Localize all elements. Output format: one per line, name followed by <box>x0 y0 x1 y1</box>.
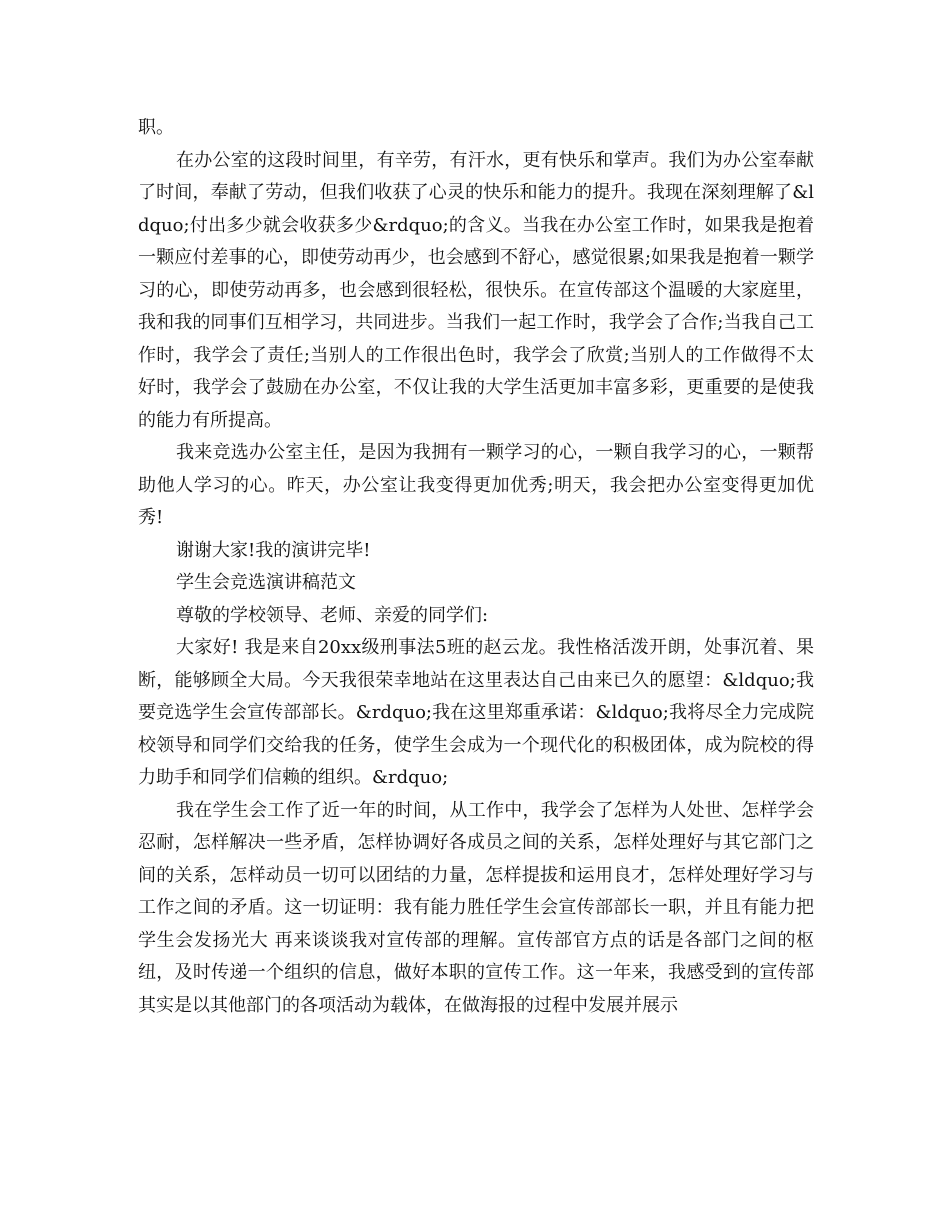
paragraph: 职。 <box>138 117 174 138</box>
section-title: 学生会竞选演讲稿范文 <box>176 572 356 593</box>
paragraph: 我来竞选办公室主任，是因为我拥有一颗学习的心，一颗自我学习的心，一颗帮助他人学习的心。昨天，办公室让我变得更加优秀;明天，我会把办公室变得更加优秀! <box>138 442 814 528</box>
document-page <box>138 112 814 1022</box>
paragraph: 我在学生会工作了近一年的时间，从工作中，我学会了怎样为人处世、怎样学会忍耐，怎样解决一些矛盾，怎样协调好各成员之间的关系，怎样处理好与其它部门之间的关系，怎样动员一切可以团结的力量，怎样提拔和运用良才，怎样处理好学习与工作之间的矛盾。这一切证明：我有能力胜任学生会宣传部部长一职，并且有能力把学生会发扬光大 再来谈谈我对宣传部的理解。宣传部官方点的话是各部门之间的枢纽，及时传递一个组织的信息，做好本职的宣传工作。这一年来，我感受到的宣传部其实是以其他部门的各项活动为载体，在做海报的过程中发展并展示 <box>138 799 814 1016</box>
paragraph: 大家好! 我是来自20xx级刑事法5班的赵云龙。我性格活泼开朗，处事沉着、果断，能够顾全大局。今天我很荣幸地站在这里表达自己由来已久的愿望：&ldquo;我要竞选学生会宣传部部长。&rdquo;我在这里郑重承诺：&ldquo;我将尽全力完成院校领导和同学们交给我的任务，使学生会成为一个现代化的积极团体，成为院校的得力助手和同学们信赖的组织。&rdquo; <box>138 637 814 788</box>
salutation: 尊敬的学校领导、老师、亲爱的同学们: <box>176 604 489 626</box>
paragraph: 谢谢大家!我的演讲完毕! <box>176 539 371 561</box>
paragraph: 在办公室的这段时间里，有辛劳，有汗水，更有快乐和掌声。我们为办公室奉献了时间，奉献了劳动，但我们收获了心灵的快乐和能力的提升。我现在深刻理解了&ldquo;付出多少就会收获多少&rdquo;的含义。当我在办公室工作时，如果我是抱着一颗应付差事的心，即使劳动再少，也会感到不舒心，感觉很累;如果我是抱着一颗学习的心，即使劳动再多，也会感到很轻松，很快乐。在宣传部这个温暖的大家庭里，我和我的同事们互相学习，共同进步。当我们一起工作时，我学会了合作;当我自己工作时，我学会了责任;当别人的工作很出色时，我学会了欣赏;当别人的工作做得不太好时，我学会了鼓励在办公室，不仅让我的大学生活更加丰富多彩，更重要的是使我的能力有所提高。 <box>138 149 815 431</box>
